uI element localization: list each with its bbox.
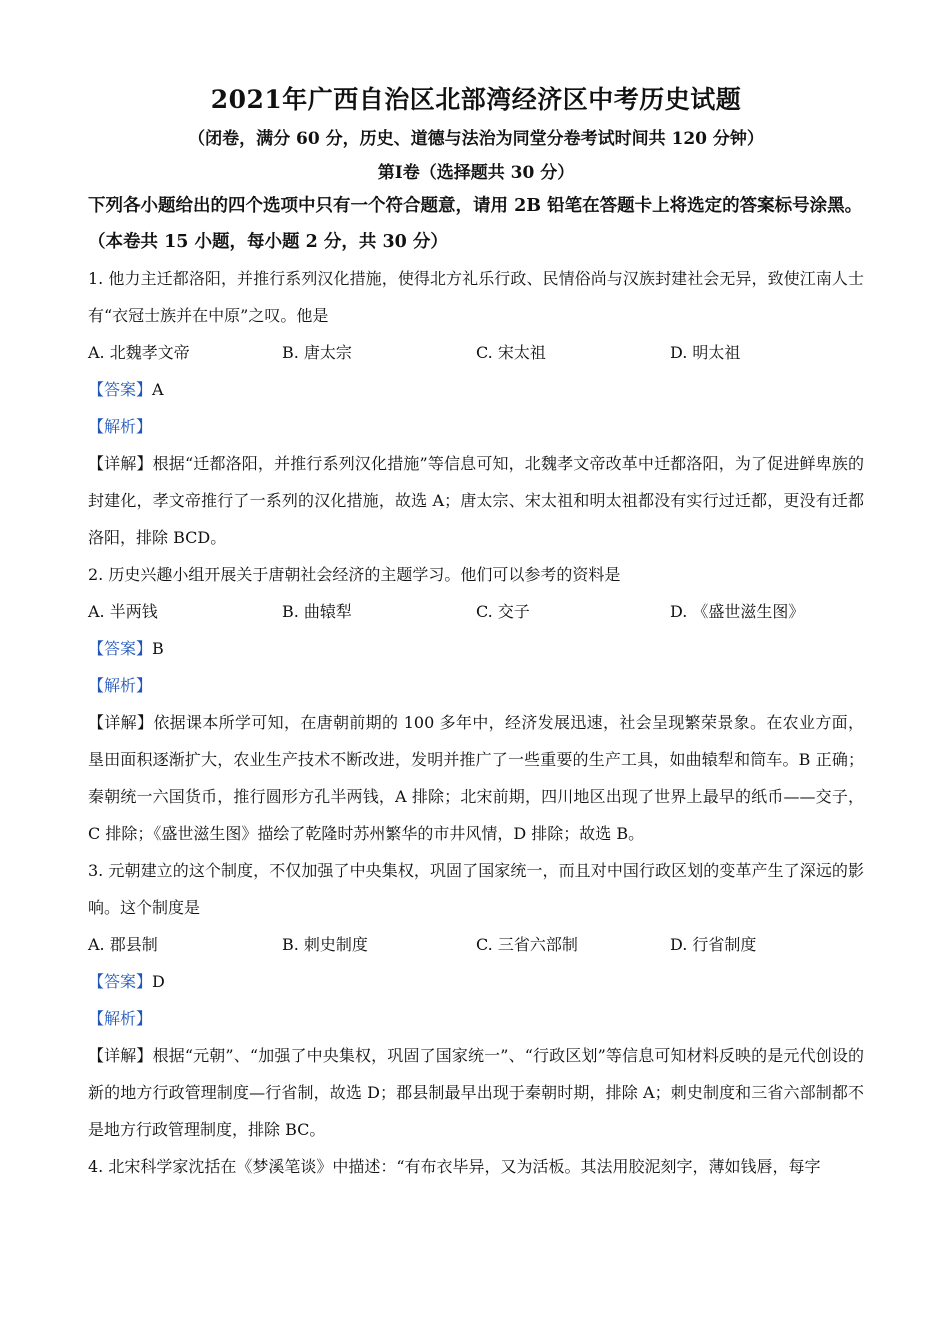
answer-label: 【答案】 — [88, 972, 153, 991]
answer-line — [88, 963, 864, 1000]
option-a: A. 郡县制 — [88, 935, 158, 954]
question-text: 4. 北宋科学家沈括在《梦溪笔谈》中描述：“有布衣毕异，又为活板。其法用胶泥刻字，薄如钱唇，每字 — [88, 1157, 821, 1176]
option-row — [88, 926, 864, 963]
page-title: 2021年广西自治区北部湾经济区中考历史试题 — [210, 85, 742, 114]
answer-value: A — [152, 380, 164, 399]
detail-text: 根据“迁都洛阳，并推行系列汉化措施”等信息可知，北魏孝文帝改革中迁都洛阳，为了促进鲜卑族的封建化，孝文帝推行了一系列的汉化措施，故选 A；唐太宗、宋太祖和明太祖都没有实行过迁都，更没有迁都洛阳，排除 BCD。 — [88, 454, 864, 547]
question-text: 1. 他力主迁都洛阳，并推行系列汉化措施，使得北方礼乐行政、民情俗尚与汉族封建社会无异，致使江南人士有“衣冠士族并在中原”之叹。他是 — [88, 269, 864, 325]
question-block — [88, 1148, 864, 1185]
option-d: D. 行省制度 — [670, 935, 757, 954]
question-block — [88, 556, 864, 852]
option-row — [88, 334, 864, 371]
detail-paragraph — [88, 704, 864, 852]
detail-label: 【详解】 — [88, 713, 154, 732]
answer-label: 【答案】 — [88, 380, 153, 399]
instruction-text: 下列各小题给出的四个选项中只有一个符合题意，请用 2B 铅笔在答题卡上将选定的答案标号涂黑。（本卷共 15 小题，每小题 2 分，共 30 分） — [88, 196, 863, 252]
question-text: 2. 历史兴趣小组开展关于唐朝社会经济的主题学习。他们可以参考的资料是 — [88, 565, 621, 584]
analysis-line — [88, 667, 864, 704]
question-block — [88, 260, 864, 556]
question-text: 3. 元朝建立的这个制度，不仅加强了中央集权，巩固了国家统一，而且对中国行政区划的变革产生了深远的影响。这个制度是 — [88, 861, 864, 917]
detail-text: 根据“元朝”、“加强了中央集权，巩固了国家统一”、“行政区划”等信息可知材料反映的是元代创设的新的地方行政管理制度—行省制，故选 D；郡县制最早出现于秦朝时期，排除 A；刺史制度和三省六部制都不是地方行政管理制度，排除 BC。 — [88, 1046, 864, 1139]
exam-subtitle: （闭卷，满分 60 分，历史、道德与法治为同堂分卷考试时间共 120 分钟） — [188, 129, 764, 149]
option-c: C. 宋太祖 — [476, 343, 546, 362]
option-b: B. 唐太宗 — [282, 343, 352, 362]
option-b: B. 刺史制度 — [282, 935, 368, 954]
option-row — [88, 593, 864, 630]
section-heading: 第Ⅰ卷（选择题共 30 分） — [377, 163, 575, 183]
answer-line — [88, 371, 864, 408]
detail-paragraph — [88, 1037, 864, 1148]
answer-line — [88, 630, 864, 667]
detail-label: 【详解】 — [88, 1046, 153, 1065]
analysis-label: 【解析】 — [88, 676, 153, 695]
detail-paragraph — [88, 445, 864, 556]
answer-label: 【答案】 — [88, 639, 153, 658]
question-block — [88, 852, 864, 1148]
option-d: D. 《盛世滋生图》 — [670, 602, 805, 621]
option-c: C. 三省六部制 — [476, 935, 578, 954]
analysis-label: 【解析】 — [88, 417, 153, 436]
answer-value: B — [152, 639, 164, 658]
answer-value: D — [152, 972, 165, 991]
option-b: B. 曲辕犁 — [282, 602, 352, 621]
option-a: A. 北魏孝文帝 — [88, 343, 190, 362]
analysis-label: 【解析】 — [88, 1009, 153, 1028]
detail-label: 【详解】 — [88, 454, 153, 473]
detail-text: 依据课本所学可知，在唐朝前期的 100 多年中，经济发展迅速，社会呈现繁荣景象。在农业方面，垦田面积逐渐扩大，农业生产技术不断改进，发明并推广了一些重要的生产工具，如曲辕犁和筒车。B 正确；秦朝统一六国货币，推行圆形方孔半两钱，A 排除；北宋前期，四川地区出现了世界上最早的纸币——交子，C 排除；《盛世滋生图》描绘了乾隆时苏州繁华的市井风情，D 排除；故选 B。 — [88, 713, 864, 843]
option-d: D. 明太祖 — [670, 343, 741, 362]
option-a: A. 半两钱 — [88, 602, 158, 621]
analysis-line — [88, 408, 864, 445]
analysis-line — [88, 1000, 864, 1037]
option-c: C. 交子 — [476, 602, 530, 621]
